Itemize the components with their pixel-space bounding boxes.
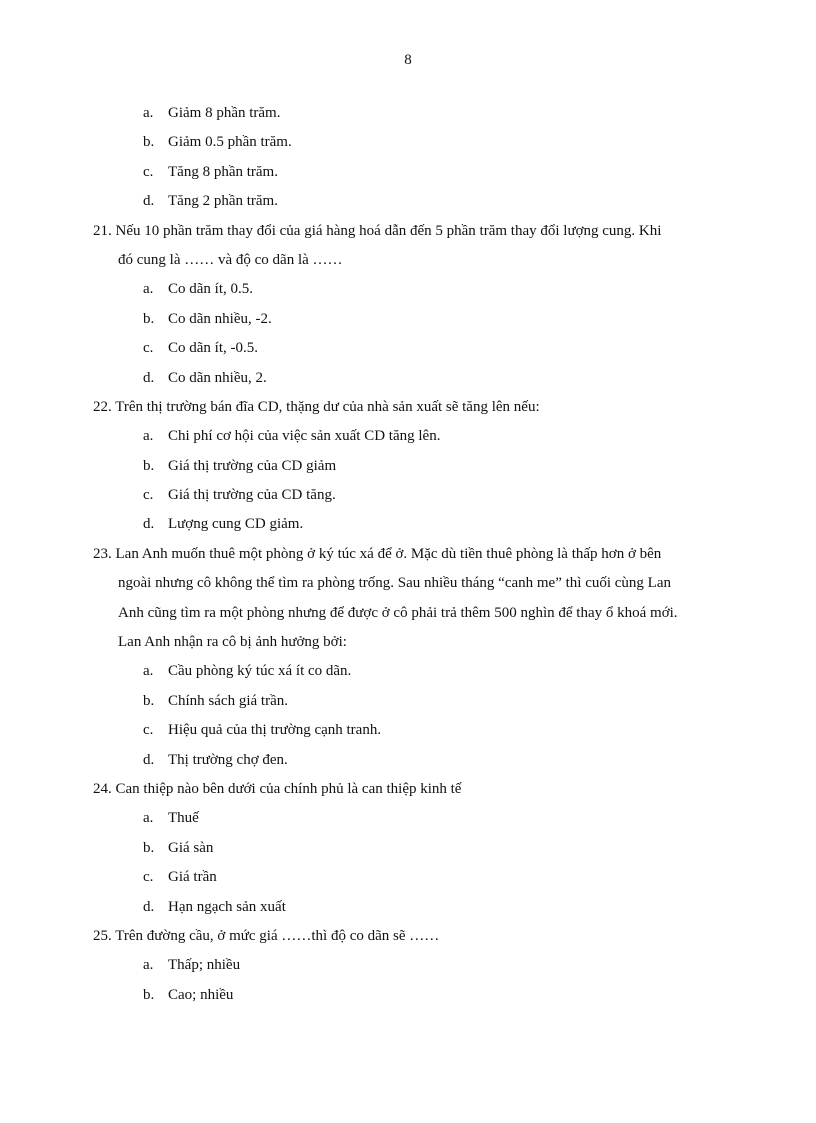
question-text: Anh cũng tìm ra một phòng nhưng để được ở cô phải trả thêm 500 nghìn để thay ổ khoá mới. — [118, 604, 678, 621]
option-letter: c. — [143, 487, 154, 504]
option-letter: b. — [143, 986, 155, 1003]
document-body — [93, 99, 733, 1010]
option-letter: a. — [143, 105, 154, 121]
question-23 — [93, 540, 733, 775]
option-c — [93, 158, 733, 187]
option-letter: d. — [143, 898, 155, 915]
option-letter: a. — [143, 663, 154, 680]
question-25 — [93, 922, 733, 1010]
question-text: 24. Can thiệp nào bên dưới của chính phủ là can thiệp kinh tế — [93, 780, 462, 797]
option-d — [93, 364, 733, 393]
option-text: Tăng 2 phần trăm. — [168, 193, 278, 210]
option-d — [93, 746, 733, 775]
option-text: Thấp; nhiều — [168, 957, 241, 974]
option-letter: b. — [143, 134, 155, 151]
option-text: Giảm 8 phần trăm. — [168, 105, 281, 121]
option-a — [93, 99, 733, 128]
option-letter: c. — [143, 869, 154, 886]
option-letter: a. — [143, 957, 154, 974]
option-text: Co dãn nhiều, -2. — [168, 310, 272, 327]
question-text: 22. Trên thị trường bán đĩa CD, thặng dư của nhà sản xuất sẽ tăng lên nếu: — [93, 398, 540, 415]
option-c — [93, 863, 733, 892]
option-text: Giá sàn — [168, 839, 214, 856]
option-d — [93, 187, 733, 216]
question-21 — [93, 217, 733, 393]
option-b — [93, 834, 733, 863]
option-a — [93, 275, 733, 304]
option-a — [93, 422, 733, 451]
option-text: Giảm 0.5 phần trăm. — [168, 134, 292, 151]
option-b — [93, 128, 733, 157]
option-a — [93, 657, 733, 686]
option-letter: b. — [143, 457, 155, 474]
question-text: 21. Nếu 10 phần trăm thay đổi của giá hàng hoá dẫn đến 5 phần trăm thay đổi lượng cung. Khi — [93, 222, 662, 239]
question-text: 25. Trên đường cầu, ở mức giá ……thì độ co dãn sẽ …… — [93, 927, 440, 944]
question-22 — [93, 393, 733, 540]
option-d — [93, 893, 733, 922]
option-c — [93, 481, 733, 510]
page-number: 8 — [404, 52, 412, 68]
option-letter: d. — [143, 751, 155, 768]
option-text: Thị trường chợ đen. — [168, 751, 288, 768]
option-text: Cao; nhiều — [168, 986, 234, 1003]
option-text: Lượng cung CD giảm. — [168, 516, 304, 533]
option-letter: d. — [143, 516, 155, 533]
option-b — [93, 305, 733, 334]
option-letter: a. — [143, 281, 154, 298]
option-letter: b. — [143, 839, 155, 856]
question-text: Lan Anh nhận ra cô bị ảnh hưởng bởi: — [118, 634, 347, 651]
option-letter: a. — [143, 810, 154, 827]
option-a — [93, 951, 733, 980]
option-letter: a. — [143, 428, 154, 445]
question-text: ngoài nhưng cô không thể tìm ra phòng trống. Sau nhiều tháng “canh me” thì cuối cùng Lan — [118, 575, 672, 592]
option-letter: c. — [143, 163, 154, 180]
option-text: Giá thị trường của CD tăng. — [168, 487, 336, 504]
option-text: Hiệu quả của thị trường cạnh tranh. — [168, 722, 382, 739]
option-text: Giá trần — [168, 869, 217, 886]
option-text: Cầu phòng ký túc xá ít co dãn. — [168, 663, 352, 680]
option-text: Co dãn nhiều, 2. — [168, 369, 267, 386]
option-d — [93, 510, 733, 539]
option-letter: c. — [143, 340, 154, 357]
option-text: Thuế — [168, 810, 199, 827]
option-text: Hạn ngạch sản xuất — [168, 898, 286, 915]
option-text: Chính sách giá trần. — [168, 692, 288, 709]
option-b — [93, 452, 733, 481]
option-text: Co dãn ít, 0.5. — [168, 281, 253, 298]
option-letter: d. — [143, 193, 155, 210]
option-text: Tăng 8 phần trăm. — [168, 163, 278, 180]
question-text: đó cung là …… và độ co dãn là …… — [118, 251, 343, 268]
option-c — [93, 334, 733, 363]
option-b — [93, 687, 733, 716]
option-b — [93, 981, 733, 1010]
question-24 — [93, 775, 733, 922]
option-letter: c. — [143, 722, 154, 739]
option-letter: d. — [143, 369, 155, 386]
option-letter: b. — [143, 692, 155, 709]
option-text: Co dãn ít, -0.5. — [168, 340, 258, 357]
option-text: Giá thị trường của CD giảm — [168, 457, 337, 474]
option-a — [93, 804, 733, 833]
question-text: 23. Lan Anh muốn thuê một phòng ở ký túc xá để ở. Mặc dù tiền thuê phòng là thấp hơn ở bên — [93, 545, 662, 562]
option-c — [93, 716, 733, 745]
option-letter: b. — [143, 310, 155, 327]
option-text: Chi phí cơ hội của việc sản xuất CD tăng lên. — [168, 428, 441, 445]
